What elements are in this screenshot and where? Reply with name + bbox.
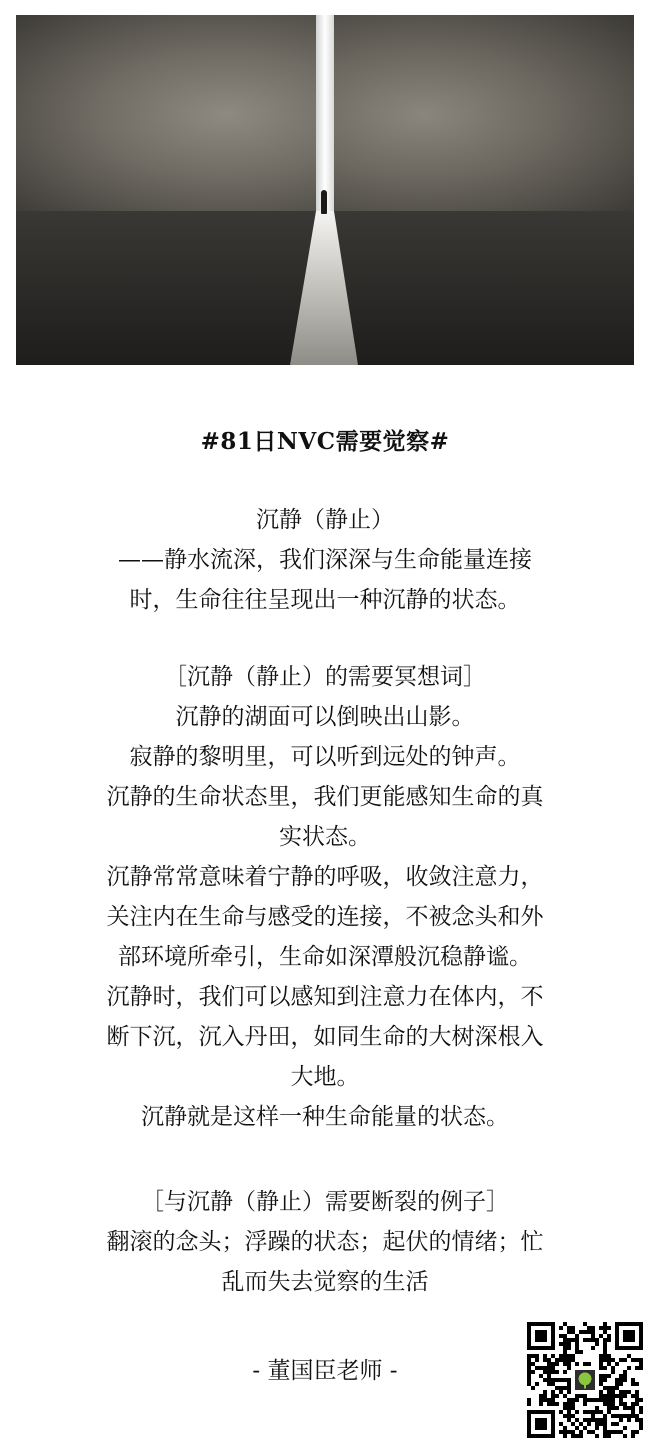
meditation-line: 沉静的生命状态里，我们更能感知生命的真 — [106, 784, 544, 810]
intro-line: 时，生命往往呈现出一种沉静的状态。 — [129, 587, 521, 613]
meditation-line: 沉静常常意味着宁静的呼吸，收敛注意力， — [106, 864, 544, 890]
meditation-block — [60, 657, 590, 1137]
right-wall — [334, 15, 634, 215]
meditation-line: 沉静时，我们可以感知到注意力在体内，不 — [106, 984, 544, 1010]
meditation-heading: ［沉静（静止）的需要冥想词］ — [164, 664, 486, 690]
qr-code-icon[interactable] — [527, 1322, 643, 1438]
disconnect-block — [60, 1182, 590, 1302]
disconnect-line: 翻滚的念头；浮躁的状态；起伏的情绪；忙 — [106, 1229, 544, 1255]
meditation-line: 部环境所牵引，生命如深潭般沉稳静谧。 — [118, 944, 532, 970]
article-title: #81日NVC需要觉察# — [200, 428, 450, 455]
meditation-line: 沉静就是这样一种生命能量的状态。 — [141, 1104, 509, 1130]
author-signature: - 董国臣老师 - — [252, 1358, 398, 1384]
meditation-line: 断下沉，沉入丹田，如同生命的大树深根入 — [106, 1024, 544, 1050]
meditation-line: 沉静的湖面可以倒映出山影。 — [175, 704, 475, 730]
meditation-line: 大地。 — [290, 1064, 360, 1090]
person-silhouette — [321, 190, 327, 214]
header-photo — [16, 15, 634, 365]
meditation-line: 实状态。 — [279, 824, 371, 850]
meditation-line: 寂静的黎明里，可以听到远处的钟声。 — [129, 744, 521, 770]
left-wall — [16, 15, 316, 215]
intro-line: ——静水流深，我们深深与生命能量连接 — [118, 547, 532, 573]
disconnect-line: 乱而失去觉察的生活 — [221, 1269, 429, 1295]
light-beam — [16, 211, 634, 365]
meditation-line: 关注内在生命与感受的连接，不被念头和外 — [106, 904, 544, 930]
disconnect-heading: ［与沉静（静止）需要断裂的例子］ — [141, 1189, 509, 1215]
intro-heading: 沉静（静止） — [256, 507, 394, 533]
light-gap — [316, 15, 334, 215]
intro-block — [60, 500, 590, 620]
